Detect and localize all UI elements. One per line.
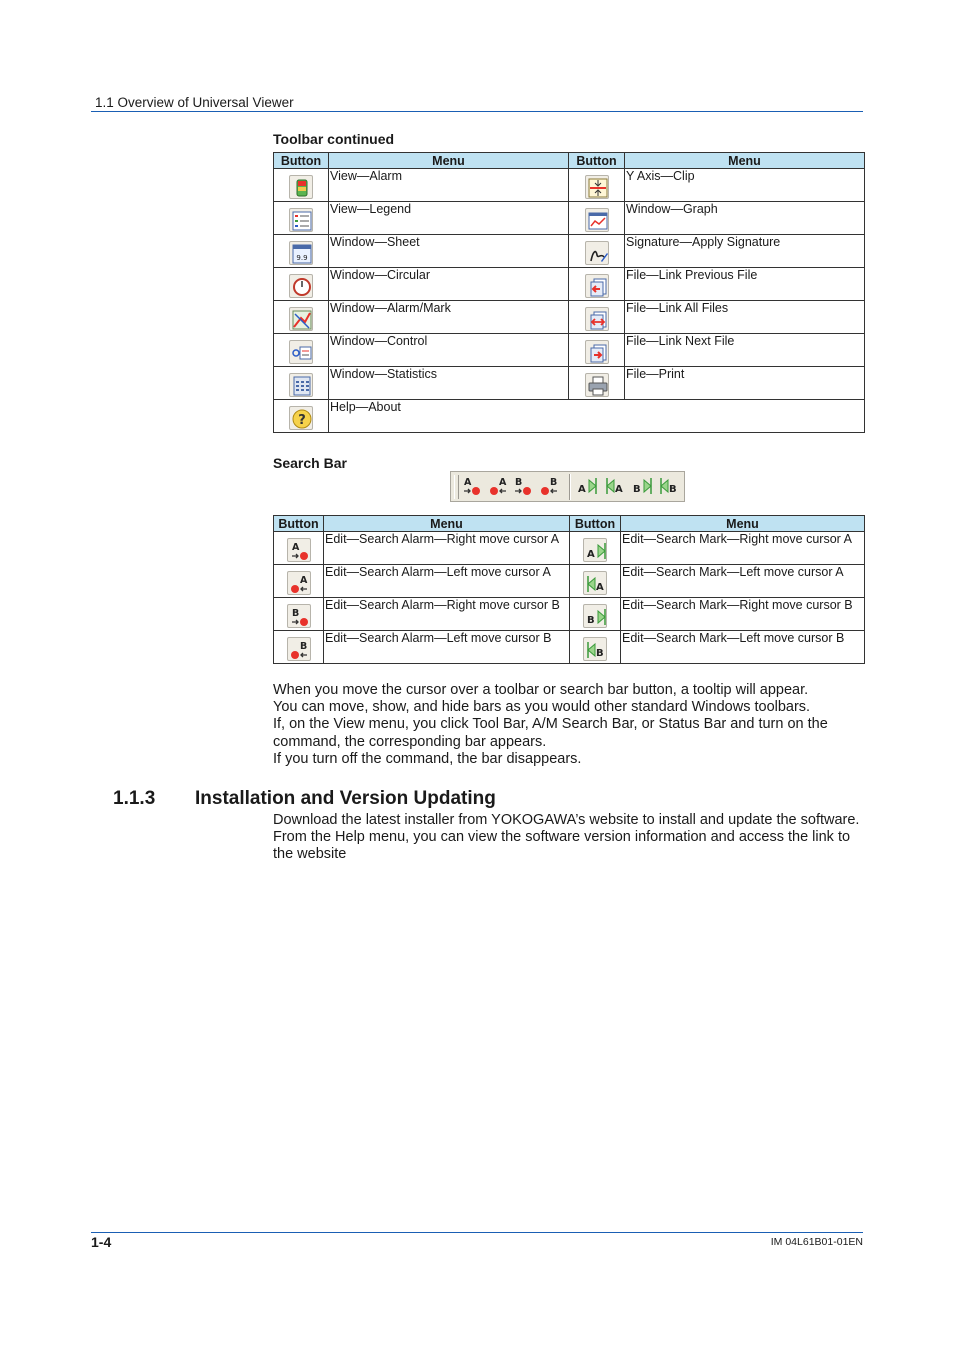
menu-cell: Edit—Search Alarm—Right move cursor A: [324, 532, 570, 565]
search-mark-right-icon: [583, 604, 607, 628]
search-alarm-right-a-icon[interactable]: [461, 475, 485, 499]
svg-text:B: B: [291, 607, 299, 619]
svg-text:A: A: [464, 477, 472, 488]
table-row: [274, 631, 865, 664]
button-cell: [274, 235, 329, 268]
col-button: Button: [570, 516, 621, 532]
svg-text:A: A: [615, 484, 623, 495]
paragraph: When you move the cursor over a toolbar or search bar button, a tooltip will appear.: [273, 682, 809, 698]
menu-cell: Edit—Search Mark—Left move cursor B: [621, 631, 865, 664]
button-cell: [569, 268, 625, 301]
menu-cell: Window—Statistics: [329, 367, 569, 400]
svg-text:B: B: [633, 484, 641, 495]
menu-cell: Edit—Search Alarm—Right move cursor B: [324, 598, 570, 631]
button-cell: [274, 400, 329, 433]
button-cell: [570, 631, 621, 664]
svg-text:A: A: [299, 574, 307, 586]
col-button: Button: [274, 516, 324, 532]
button-cell: [274, 532, 324, 565]
legend-icon: [289, 208, 313, 232]
section-paragraph: Download the latest installer from YOKOGAWA’s website to install and update the software. From the Help menu, you can view the software version information and access the link to the website: [273, 812, 860, 863]
svg-text:A: A: [291, 541, 299, 553]
menu-cell: File—Link Next File: [625, 334, 865, 367]
alarm-icon: [289, 175, 313, 199]
document-id: IM 04L61B01-01EN: [770, 1236, 863, 1248]
table-row: [274, 235, 865, 268]
menu-cell: Window—Control: [329, 334, 569, 367]
svg-text:A: A: [596, 581, 604, 593]
table-row: [274, 400, 865, 433]
button-cell: [569, 301, 625, 334]
link-all-files-icon: [585, 307, 609, 331]
svg-text:A: A: [587, 548, 595, 560]
toolbar-grip[interactable]: [454, 475, 459, 499]
svg-text:B: B: [515, 477, 523, 488]
search-alarm-right-icon: [287, 604, 311, 628]
search-alarm-right-b-icon[interactable]: [512, 475, 536, 499]
search-bar-strip: [450, 471, 685, 502]
svg-text:B: B: [299, 640, 307, 652]
search-alarm-left-a-icon[interactable]: [488, 475, 512, 499]
table-row: [274, 532, 865, 565]
button-cell: [570, 565, 621, 598]
search-alarm-right-icon: [287, 538, 311, 562]
menu-cell: View—Alarm: [329, 169, 569, 202]
button-cell: [274, 202, 329, 235]
footer-rule: [91, 1232, 863, 1233]
table-row: [274, 598, 865, 631]
menu-cell: Signature—Apply Signature: [625, 235, 865, 268]
col-button: Button: [569, 153, 625, 169]
menu-cell: Edit—Search Mark—Right move cursor A: [621, 532, 865, 565]
svg-text:B: B: [587, 614, 595, 626]
table-row: [274, 301, 865, 334]
button-cell: [274, 598, 324, 631]
button-cell: [570, 598, 621, 631]
search-alarm-left-b-icon[interactable]: [539, 475, 563, 499]
button-cell: [274, 367, 329, 400]
menu-cell: File—Link All Files: [625, 301, 865, 334]
y-axis-clip-icon: [585, 175, 609, 199]
link-previous-file-icon: [585, 274, 609, 298]
menu-cell: Edit—Search Alarm—Left move cursor B: [324, 631, 570, 664]
search-alarm-left-icon: [287, 637, 311, 661]
signature-icon: [585, 241, 609, 265]
menu-cell: Window—Alarm/Mark: [329, 301, 569, 334]
menu-cell: Edit—Search Mark—Right move cursor B: [621, 598, 865, 631]
paragraph: If, on the View menu, you click Tool Bar, A/M Search Bar, or Status Bar and turn on the command, the corresponding bar appears.: [273, 716, 828, 750]
menu-cell: Help—About: [329, 400, 865, 433]
alarm-mark-icon: [289, 307, 313, 331]
menu-cell: Edit—Search Alarm—Left move cursor A: [324, 565, 570, 598]
table-row: [274, 268, 865, 301]
menu-cell: Window—Graph: [625, 202, 865, 235]
toolbar-table-header: [274, 153, 865, 169]
search-mark-left-a-icon[interactable]: [604, 475, 628, 499]
button-cell: [274, 565, 324, 598]
table-row: [274, 169, 865, 202]
menu-cell: Edit—Search Mark—Left move cursor A: [621, 565, 865, 598]
circular-icon: [289, 274, 313, 298]
graph-window-icon: [585, 208, 609, 232]
toolbar-table: [273, 152, 865, 433]
search-bar-title: Search Bar: [273, 455, 347, 471]
search-mark-right-icon: [583, 538, 607, 562]
svg-text:B: B: [550, 477, 558, 488]
section-number: 1.1.3: [113, 788, 156, 809]
svg-text:A: A: [499, 477, 507, 488]
table-row: [274, 202, 865, 235]
search-bar-table: [273, 515, 865, 664]
col-button: Button: [274, 153, 329, 169]
search-mark-right-a-icon[interactable]: [576, 475, 600, 499]
table-row: [274, 565, 865, 598]
sheet-icon: [289, 241, 313, 265]
section-label: 1.1 Overview of Universal Viewer: [95, 95, 294, 110]
print-icon: [585, 373, 609, 397]
button-cell: [569, 169, 625, 202]
table-row: [274, 367, 865, 400]
button-cell: [569, 367, 625, 400]
section-title: Installation and Version Updating: [195, 788, 496, 809]
svg-text:B: B: [596, 647, 604, 659]
search-table-header: [274, 516, 865, 532]
svg-text:A: A: [578, 484, 586, 495]
button-cell: [274, 268, 329, 301]
control-icon: [289, 340, 313, 364]
search-mark-left-icon: [583, 571, 607, 595]
page-number: 1-4: [91, 1234, 112, 1250]
col-menu: Menu: [329, 153, 569, 169]
button-cell: [570, 532, 621, 565]
svg-text:B: B: [669, 484, 677, 495]
col-menu: Menu: [625, 153, 865, 169]
button-cell: [569, 334, 625, 367]
paragraph: If you turn off the command, the bar disappears.: [273, 750, 582, 767]
button-cell: [274, 301, 329, 334]
menu-cell: Y Axis—Clip: [625, 169, 865, 202]
button-cell: [274, 169, 329, 202]
body-text: [273, 682, 873, 768]
search-mark-left-icon: [583, 637, 607, 661]
search-mark-left-b-icon[interactable]: [658, 475, 682, 499]
svg-text:?: ?: [298, 412, 306, 428]
search-mark-right-b-icon[interactable]: [631, 475, 655, 499]
menu-cell: File—Link Previous File: [625, 268, 865, 301]
link-next-file-icon: [585, 340, 609, 364]
paragraph: You can move, show, and hide bars as you would other standard Windows toolbars.: [273, 699, 811, 716]
menu-cell: File—Print: [625, 367, 865, 400]
menu-cell: View—Legend: [329, 202, 569, 235]
button-cell: [569, 235, 625, 268]
running-header: [91, 95, 863, 112]
toolbar-continued-title: Toolbar continued: [273, 131, 395, 147]
col-menu: Menu: [621, 516, 865, 532]
table-row: [274, 334, 865, 367]
toolbar-separator: [569, 474, 571, 500]
search-alarm-left-icon: [287, 571, 311, 595]
col-menu: Menu: [324, 516, 570, 532]
menu-cell: Window—Sheet: [329, 235, 569, 268]
svg-text:9.9: 9.9: [296, 253, 308, 262]
statistics-icon: [289, 373, 313, 397]
button-cell: [274, 631, 324, 664]
button-cell: [274, 334, 329, 367]
help-about-icon: [289, 406, 313, 430]
menu-cell: Window—Circular: [329, 268, 569, 301]
button-cell: [569, 202, 625, 235]
